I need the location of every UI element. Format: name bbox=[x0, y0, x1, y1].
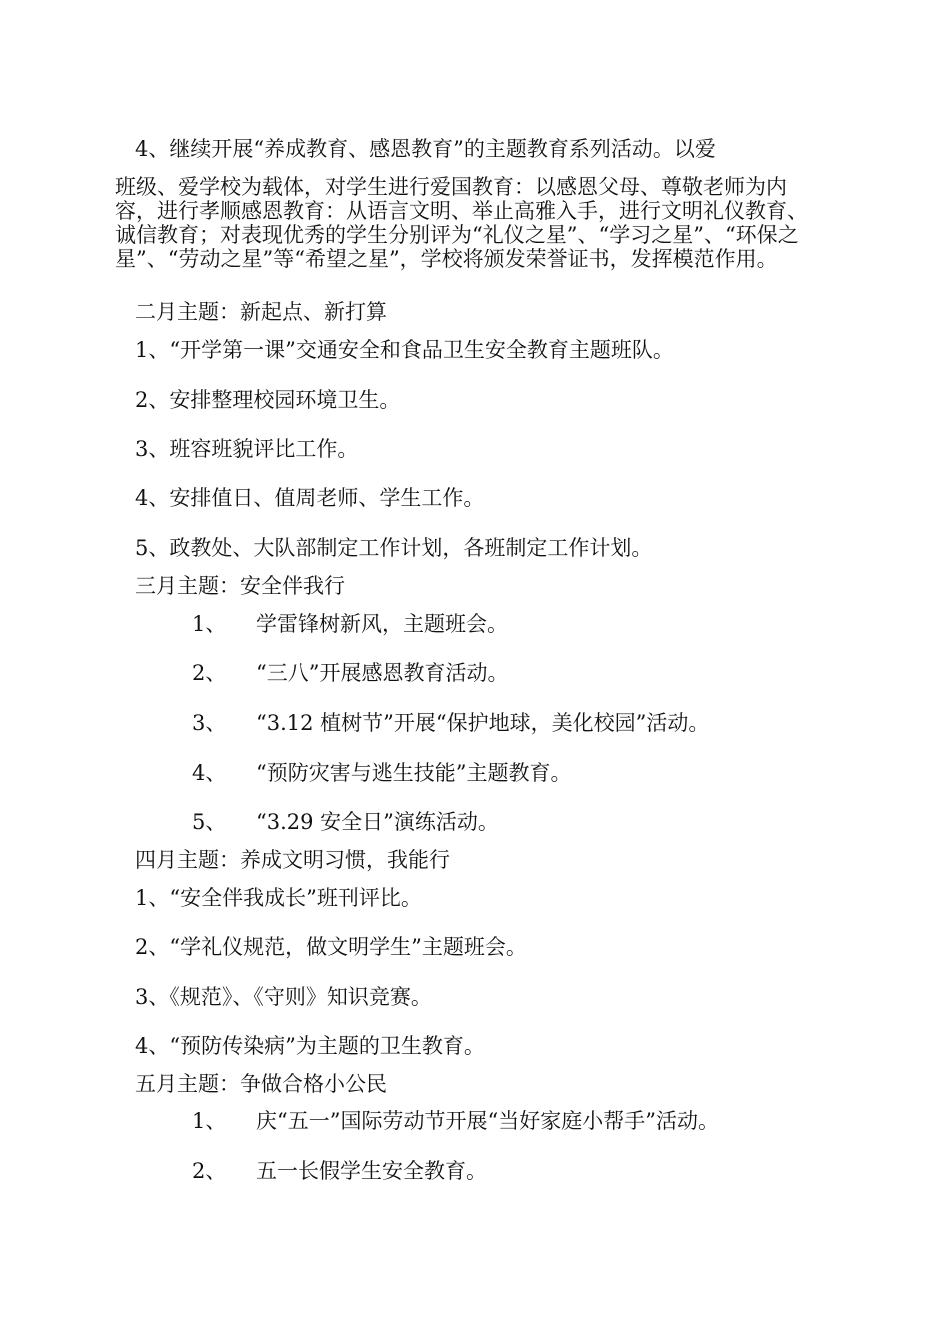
may-item-1-text: 庆“五一”国际劳动节开展“当好家庭小帮手”活动。 bbox=[256, 1109, 719, 1133]
mar-item-5-num: 5、 bbox=[192, 810, 227, 834]
intro-first-line: 4、继续开展“养成教育、感恩教育”的主题教育系列活动。以爱 bbox=[135, 137, 716, 161]
apr-heading: 四月主题：养成文明习惯，我能行 bbox=[135, 848, 450, 872]
apr-item-2: 2、“学礼仪规范，做文明学生”主题班会。 bbox=[135, 935, 527, 959]
intro-body: 班级、爱学校为载体，对学生进行爱国教育：以感恩父母、尊敬老师为内容，进行孝顺感恩教育：从语言文明、举止高雅入手，进行文明礼仪教育、诚信教育；对表现优秀的学生分别评为“礼仪之星”、“学习之星”、“环保之星”、“劳动之星”等“希望之星”，学校将颁发荣誉证书，发挥模范作用。 bbox=[115, 175, 808, 271]
may-item-1-num: 1、 bbox=[192, 1109, 227, 1133]
feb-item-3: 3、班容班貌评比工作。 bbox=[135, 437, 359, 461]
feb-item-1: 1、“开学第一课”交通安全和食品卫生安全教育主题班队。 bbox=[135, 338, 674, 362]
intro-paragraph bbox=[115, 137, 815, 271]
may-item-2-num: 2、 bbox=[192, 1159, 227, 1183]
mar-item-1-num: 1、 bbox=[192, 612, 227, 636]
mar-heading: 三月主题：安全伴我行 bbox=[135, 574, 345, 598]
mar-item-4-num: 4、 bbox=[192, 761, 227, 785]
mar-item-3-text: “3.12 植树节”开展“保护地球，美化校园”活动。 bbox=[256, 711, 710, 735]
feb-item-4: 4、安排值日、值周老师、学生工作。 bbox=[135, 486, 485, 510]
may-item-2-text: 五一长假学生安全教育。 bbox=[256, 1159, 487, 1183]
mar-item-1-text: 学雷锋树新风，主题班会。 bbox=[256, 612, 508, 636]
mar-item-2-num: 2、 bbox=[192, 661, 227, 685]
feb-item-5: 5、政教处、大队部制定工作计划，各班制定工作计划。 bbox=[135, 536, 653, 560]
apr-item-4: 4、“预防传染病”为主题的卫生教育。 bbox=[135, 1034, 485, 1058]
apr-item-1: 1、“安全伴我成长”班刊评比。 bbox=[135, 886, 422, 910]
feb-heading: 二月主题：新起点、新打算 bbox=[135, 300, 387, 324]
feb-item-2: 2、安排整理校园环境卫生。 bbox=[135, 388, 401, 412]
mar-item-4-text: “预防灾害与逃生技能”主题教育。 bbox=[256, 761, 572, 785]
mar-item-5-text: “3.29 安全日”演练活动。 bbox=[256, 810, 499, 834]
mar-item-2-text: “三八”开展感恩教育活动。 bbox=[256, 661, 509, 685]
mar-item-3-num: 3、 bbox=[192, 711, 227, 735]
apr-item-3: 3、《规范》、《守则》知识竞赛。 bbox=[135, 985, 432, 1009]
may-heading: 五月主题：争做合格小公民 bbox=[135, 1072, 387, 1096]
